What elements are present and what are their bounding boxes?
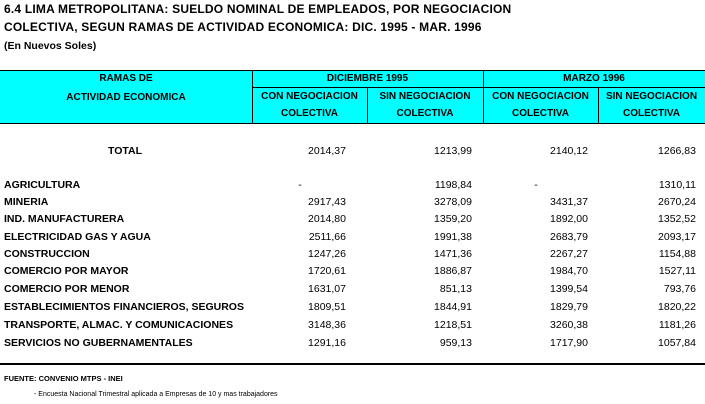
row-label: MINERIA <box>4 196 49 208</box>
cell-mar-con: 1717,90 <box>550 337 588 349</box>
cell-dec-con: 1291,16 <box>308 337 346 349</box>
cell-dec-sin: 1844,91 <box>434 301 472 313</box>
cell-mar-sin: 1310,11 <box>658 179 696 191</box>
units-note: (En Nuevos Soles) <box>4 40 97 52</box>
row-label: IND. MANUFACTURERA <box>4 213 125 225</box>
cell-mar-sin: 1527,11 <box>658 265 696 277</box>
cell-mar-sin: 1154,88 <box>658 248 696 260</box>
header-colectiva: COLECTIVA <box>396 108 454 119</box>
table-row <box>0 179 705 196</box>
cell-dec-con: 3148,36 <box>308 319 346 331</box>
cell-mar-con: 1399,54 <box>550 283 588 295</box>
table-bottom-rule <box>0 363 705 365</box>
cell-dec-sin: 3278,09 <box>434 196 472 208</box>
cell-dec-con: - <box>298 179 302 191</box>
row-label: AGRICULTURA <box>4 179 81 191</box>
row-label: ESTABLECIMIENTOS FINANCIEROS, SEGUROS <box>4 301 244 313</box>
cell-dec-sin: 1198,84 <box>434 179 472 191</box>
header-con-negociacion: CON NEGOCIACION <box>261 91 358 102</box>
total-row <box>0 145 705 162</box>
cell-mar-con: 1984,70 <box>550 265 588 277</box>
cell-mar-con: 2140,12 <box>550 145 588 157</box>
header-colectiva: COLECTIVA <box>511 108 570 119</box>
header-rama-line-1: RAMAS DE <box>99 73 153 84</box>
cell-dec-sin: 959,13 <box>439 337 472 349</box>
header-sin-negociacion: SIN NEGOCIACION <box>379 91 471 102</box>
cell-mar-sin: 1266,83 <box>658 145 696 157</box>
cell-mar-sin: 1181,26 <box>658 319 696 331</box>
cell-dec-con: 1631,07 <box>308 283 346 295</box>
cell-dec-con: 2014,80 <box>308 213 346 225</box>
row-label: COMERCIO POR MENOR <box>4 283 130 295</box>
table-title-line-2: COLECTIVA, SEGUN RAMAS DE ACTIVIDAD ECONOMICA: DIC. 1995 - MAR. 1996 <box>4 20 482 34</box>
cell-mar-con: 3431,37 <box>550 196 588 208</box>
cell-dec-con: 2917,43 <box>308 196 346 208</box>
table-row <box>0 337 705 354</box>
cell-mar-con: - <box>534 179 538 191</box>
cell-dec-con: 1809,51 <box>308 301 346 313</box>
table-row <box>0 283 705 300</box>
survey-note: - Encuesta Nacional Trimestral aplicada a Empresas de 10 y mas trabajadores <box>34 391 278 398</box>
cell-mar-sin: 1820,22 <box>658 301 696 313</box>
header-divider <box>252 87 705 88</box>
table-row <box>0 213 705 230</box>
row-label: COMERCIO POR MAYOR <box>4 265 129 277</box>
cell-dec-con: 1720,61 <box>308 265 346 277</box>
header-colectiva: COLECTIVA <box>622 108 681 119</box>
header-sin-negociacion: SIN NEGOCIACION <box>605 91 698 102</box>
header-con-negociacion: CON NEGOCIACION <box>492 91 589 102</box>
header-period-dec-1995: DICIEMBRE 1995 <box>326 73 409 84</box>
cell-mar-con: 1829,79 <box>550 301 588 313</box>
cell-dec-con: 2511,66 <box>308 231 346 243</box>
cell-mar-con: 3260,38 <box>550 319 588 331</box>
cell-mar-sin: 1057,84 <box>658 337 696 349</box>
table-row <box>0 301 705 318</box>
row-label: ELECTRICIDAD GAS Y AGUA <box>4 231 151 243</box>
cell-dec-sin: 1218,51 <box>434 319 472 331</box>
cell-dec-con: 1247,26 <box>308 248 346 260</box>
table-row <box>0 196 705 213</box>
row-label: TRANSPORTE, ALMAC. Y COMUNICACIONES <box>4 319 234 331</box>
cell-dec-sin: 1471,36 <box>434 248 472 260</box>
row-label: TOTAL <box>108 145 143 157</box>
row-label: SERVICIOS NO GUBERNAMENTALES <box>4 337 193 349</box>
table-title-line-1: 6.4 LIMA METROPOLITANA: SUELDO NOMINAL DE EMPLEADOS, POR NEGOCIACION <box>4 2 512 16</box>
source-note: FUENTE: CONVENIO MTPS - INEI <box>4 374 123 383</box>
table-row <box>0 319 705 336</box>
cell-mar-sin: 793,76 <box>663 283 696 295</box>
cell-dec-sin: 1359,20 <box>434 213 472 225</box>
cell-dec-sin: 1886,87 <box>434 265 472 277</box>
row-label: CONSTRUCCION <box>4 248 90 260</box>
cell-mar-sin: 2093,17 <box>658 231 696 243</box>
header-rama-line-2: ACTIVIDAD ECONOMICA <box>66 92 186 103</box>
header-period-mar-1996: MARZO 1996 <box>563 73 625 84</box>
table-row <box>0 231 705 248</box>
table-row <box>0 265 705 282</box>
cell-dec-con: 2014,37 <box>308 145 346 157</box>
cell-dec-sin: 1213,99 <box>434 145 472 157</box>
cell-mar-sin: 2670,24 <box>658 196 696 208</box>
cell-mar-sin: 1352,52 <box>658 213 696 225</box>
cell-mar-con: 2267,27 <box>550 248 588 260</box>
cell-dec-sin: 851,13 <box>439 283 472 295</box>
cell-mar-con: 1892,00 <box>550 213 588 225</box>
header-colectiva: COLECTIVA <box>280 108 339 119</box>
cell-dec-sin: 1991,38 <box>434 231 472 243</box>
table-row <box>0 248 705 265</box>
cell-mar-con: 2683,79 <box>550 231 588 243</box>
